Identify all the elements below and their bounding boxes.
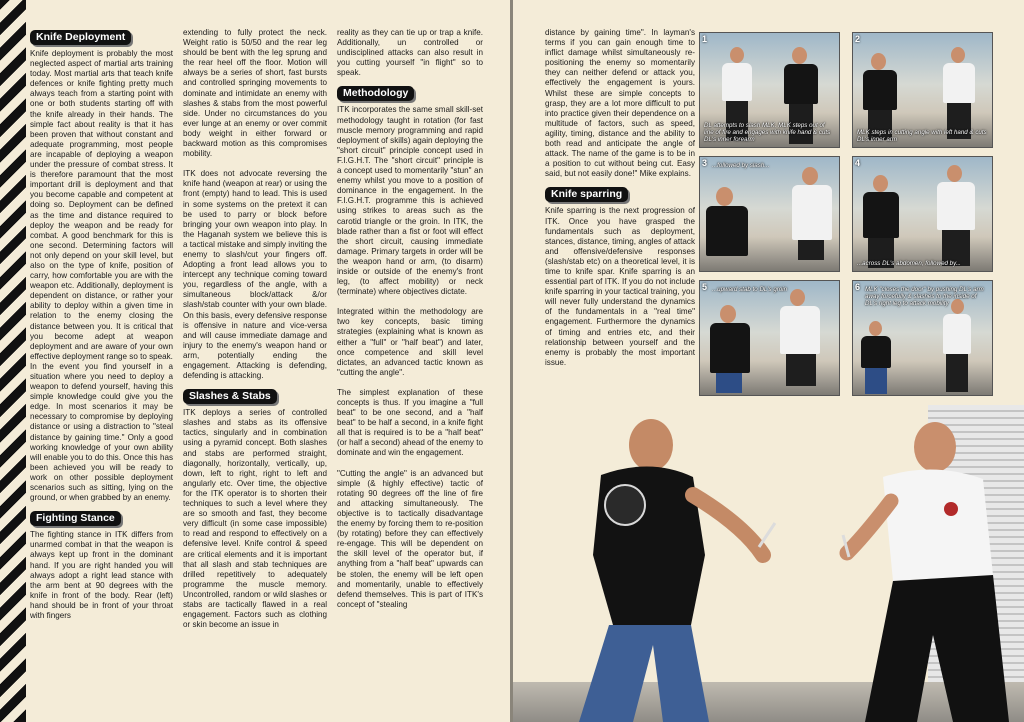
right-column-1 bbox=[545, 28, 695, 378]
photo-number: 3 bbox=[702, 158, 708, 168]
sparring-figures bbox=[513, 405, 1024, 722]
photo-caption: MLK steps in cutting angle with left hand & cuts DL's inner arm bbox=[857, 129, 987, 143]
photo-caption: ...upward stab to DL's groin bbox=[712, 286, 788, 293]
photo-number: 6 bbox=[855, 282, 861, 292]
paragraph: extending to fully protect the neck. Weight ratio is 50/50 and the rear leg should be bent with the leg sprung and the rear heel off the floor. Motion will always be a series of short, fast bursts and controlled springing movements to dominate and intimidate an enemy with slashes & stabs from the most powerful side. Under no circumstances do you ever lunge at an enemy or over commit body weight in either forward or backward motion as this compromises mobility. bbox=[183, 28, 327, 159]
left-page bbox=[0, 0, 510, 722]
paragraph: ITK deploys a series of controlled slashes and stabs as its offensive tactics, singularly and in combination using a pyramid concept. Both slashes and stabs are performed straight, diagonally, horizontally, vertically, up, down, left to right, right to left and angularly etc. Over time, the objective for the ITK operator is to shorten their techniques to such a level where they are so smooth and fast, they become very difficult (in some case impossible) to read and respond to effectively on a defensive level. Knife control & speed are critical elements and it is important that all slash and stab techniques are drilled repetitively to adequately programme the muscle memory. Uncontrolled, random or wild slashes or stabs are tactically flawed in a real engagement. Factors such as clothing or skin become an issue in bbox=[183, 408, 327, 630]
fighter-white-shirt bbox=[843, 422, 1009, 722]
heading-fighting-stance: Fighting Stance bbox=[30, 511, 121, 526]
heading-methodology: Methodology bbox=[337, 86, 414, 101]
paragraph: The simplest explanation of these concepts is thus. If you imagine a "full beat" to be one second, and a "half beat" to be half a second, in a knife fight all that is required is to be a "half beat" (or half a second) ahead of the enemy to dominate and win the engagement. bbox=[337, 387, 483, 458]
photo-6 bbox=[852, 280, 993, 396]
hazard-stripe-border bbox=[0, 0, 26, 722]
paragraph: Knife sparring is the next progression of ITK. Once you have grasped the fundamentals such as deployment, stances, distance, timing, angles of attack and offensive/defensive responses (slash/stab etc) on a theoretical level, it is time to knife spar. Knife sparring is an essential part of ITK. If you do not include knife sparring in your tactical training, you will never fully understand the dynamics of the fundamentals in a "real time" engagement. Furthermore the dynamics of timing and entries etc, and their relationship between yourself and the enemy is probably the most important issue. bbox=[545, 206, 695, 367]
photo-number: 2 bbox=[855, 34, 861, 44]
paragraph: "Cutting the angle" is an advanced but simple (& highly effective) tactic of rotating 90 degrees off the line of fire and attacking simultaneously. The objective is to tactically disadvantage the enemy by forcing them to re-position (by rotating) before they can effectively re-engage. This will be dependent on the skill level of the operator but, if anything from a "half beat" upwards can be stolen, the enemy will be left open and momentarily, unable to effectively defend themselves. This is part of ITK's concept of "stealing bbox=[337, 468, 483, 609]
left-column-3 bbox=[337, 28, 483, 620]
photo-number: 1 bbox=[702, 34, 708, 44]
left-column-1 bbox=[30, 28, 173, 631]
photo-1 bbox=[699, 32, 840, 148]
photo-number: 4 bbox=[855, 158, 861, 168]
paragraph: Knife deployment is probably the most neglected aspect of martial arts training today. Most martial arts that teach knife defences or knife fighting pretty much always teach from a starting point with one or both students starting off with the knife already in their hands. The simple fact about reality is that it has been proven that without constant and adequate programming, most people are incapable of deploying a weapon under the pressure of combat stress. It is therefore paramount that the most important drill is deployment and that you become capable and competent at doing so. Deployment can be defined as the time and distance required to deploy the weapon and be ready for combat. A good benchmark for this is one second. Determining factors will not only depend on your skill level, but also on the type of knife, position of carry, how comfortable you are with the weapon etc. Additionally, deployment is dependent on distance, or rather your ability to deploy within a given time in relation to the enemy closing the distance between you. It is critical that you become adept at weapon deployment and are aware of your own effective deployment range so to speak. bbox=[30, 49, 173, 361]
fighter-black-shirt bbox=[579, 419, 775, 722]
photo-caption: MLK "closes the door" by pushing DL's arm away forcefully & slashes to the inside of DL's right leg to attack mobility bbox=[865, 286, 984, 307]
photo-caption: ...across DL's abdomen, followed by... bbox=[857, 260, 961, 267]
photo-caption: ...followed by slash... bbox=[712, 162, 770, 169]
photo-2 bbox=[852, 32, 993, 148]
paragraph: ITK does not advocate reversing the knife hand (weapon at rear) or using the front (empty) hand to lead. This is used in some systems on the pretext it can be used to parry or block before bringing your own weapon into play. In the Haganah system we believe this is a tactical mistake and simply inviting the enemy to slash/cut your fingers off. Adopting a front lead allows you to intercept any technique coming toward you, regardless of the angle, with a simultaneous block/attack &/or slash/stab counter with your own blade. On this basis, every defensive response is offensive in nature and vice-versa and will cause immediate damage and injury to the enemy's weapon hand or arm, potentially ending the engagement. Attacking is defending, defending is attacking. bbox=[183, 169, 327, 381]
photo-caption: DL attempts to slash MLK. MLK steps out of line of fire and engages with knife hand & cuts DL's inner forearm bbox=[704, 122, 831, 143]
photo-5 bbox=[699, 280, 840, 396]
paragraph: ITK incorporates the same small skill-set methodology taught in rotation (for fast muscle memory programming and rapid deployment of skills) again deploying the "short circuit" principle concept used in F.I.G.H.T. The "short circuit" principle is a concept used to momentarily "stun" an enemy whilst you move to a position of dominance in the engagement. In the F.I.G.H.T. programme this is achieved using strikes to areas such as the carotid triangle or the groin. In ITK, the blade rather than a fist or foot will effect the short circuit, causing immediate damage. Primary targets in order will be the weapon hand or arm, (to disarm) inside or outside of the enemy's front leg, (to affect mobility) or neck (terminate) where objectives dictate. bbox=[337, 105, 483, 297]
paragraph: In the event you find yourself in a situation where you need to deploy a weapon to defend yourself, having this simple knowledge could give you the edge. In most scenarios it may be necessary to compromise by deploying distance or using a distraction to "steal distance by gaining time." Only a good working knowledge of your own ability will enable you to do this. Once this has been achieved you will be ready to work on other possible deployment scenarios such as sitting, lying on the ground, or when grabbed by an enemy. bbox=[30, 361, 173, 503]
photo-number: 5 bbox=[702, 282, 708, 292]
left-column-2 bbox=[183, 28, 327, 640]
paragraph: Integrated within the methodology are two key concepts, basic timing strategies (explaining what is known as either a "full" or "half beat") and later, once competence and skill level dictates, an advanced tactic known as "cutting the angle". bbox=[337, 307, 483, 377]
paragraph: The fighting stance in ITK differs from unarmed combat in that the weapon is always kept up front in the dominant hand. If you are right handed you will always adopt a right lead stance with the arm bent at 90 degrees with the knife in front of the body. Rear (left) hand should be in front of your throat with fingers bbox=[30, 530, 173, 620]
photo-3 bbox=[699, 156, 840, 272]
heading-knife-deployment: Knife Deployment bbox=[30, 30, 131, 45]
sparring-photo bbox=[513, 405, 1024, 722]
paragraph: reality as they can tie up or trap a knife. Additionally, un controlled or undisciplined attacks can also result in you cutting yourself "in flight" so to speak. bbox=[337, 28, 483, 78]
heading-knife-sparring: Knife sparring bbox=[545, 187, 628, 202]
paragraph: distance by gaining time". In layman's terms if you can gain enough time to inflict damage whilst simultaneously re-positioning the enemy so momentarily they can neither defend or attack you, effectively the engagement is yours. Whilst these are simple concepts to grasp, they are a lot more difficult to put into practice given their dependence on a multitude of factors, such as speed, agility, timing, distance and the ability to both read and anticipate the angle of attack. The name of the game is to be in a position to cut without being cut. Easy said, but not easily done!" Mike explains. bbox=[545, 28, 695, 179]
heading-slashes-stabs: Slashes & Stabs bbox=[183, 389, 277, 404]
photo-4 bbox=[852, 156, 993, 272]
right-page bbox=[513, 0, 1024, 722]
